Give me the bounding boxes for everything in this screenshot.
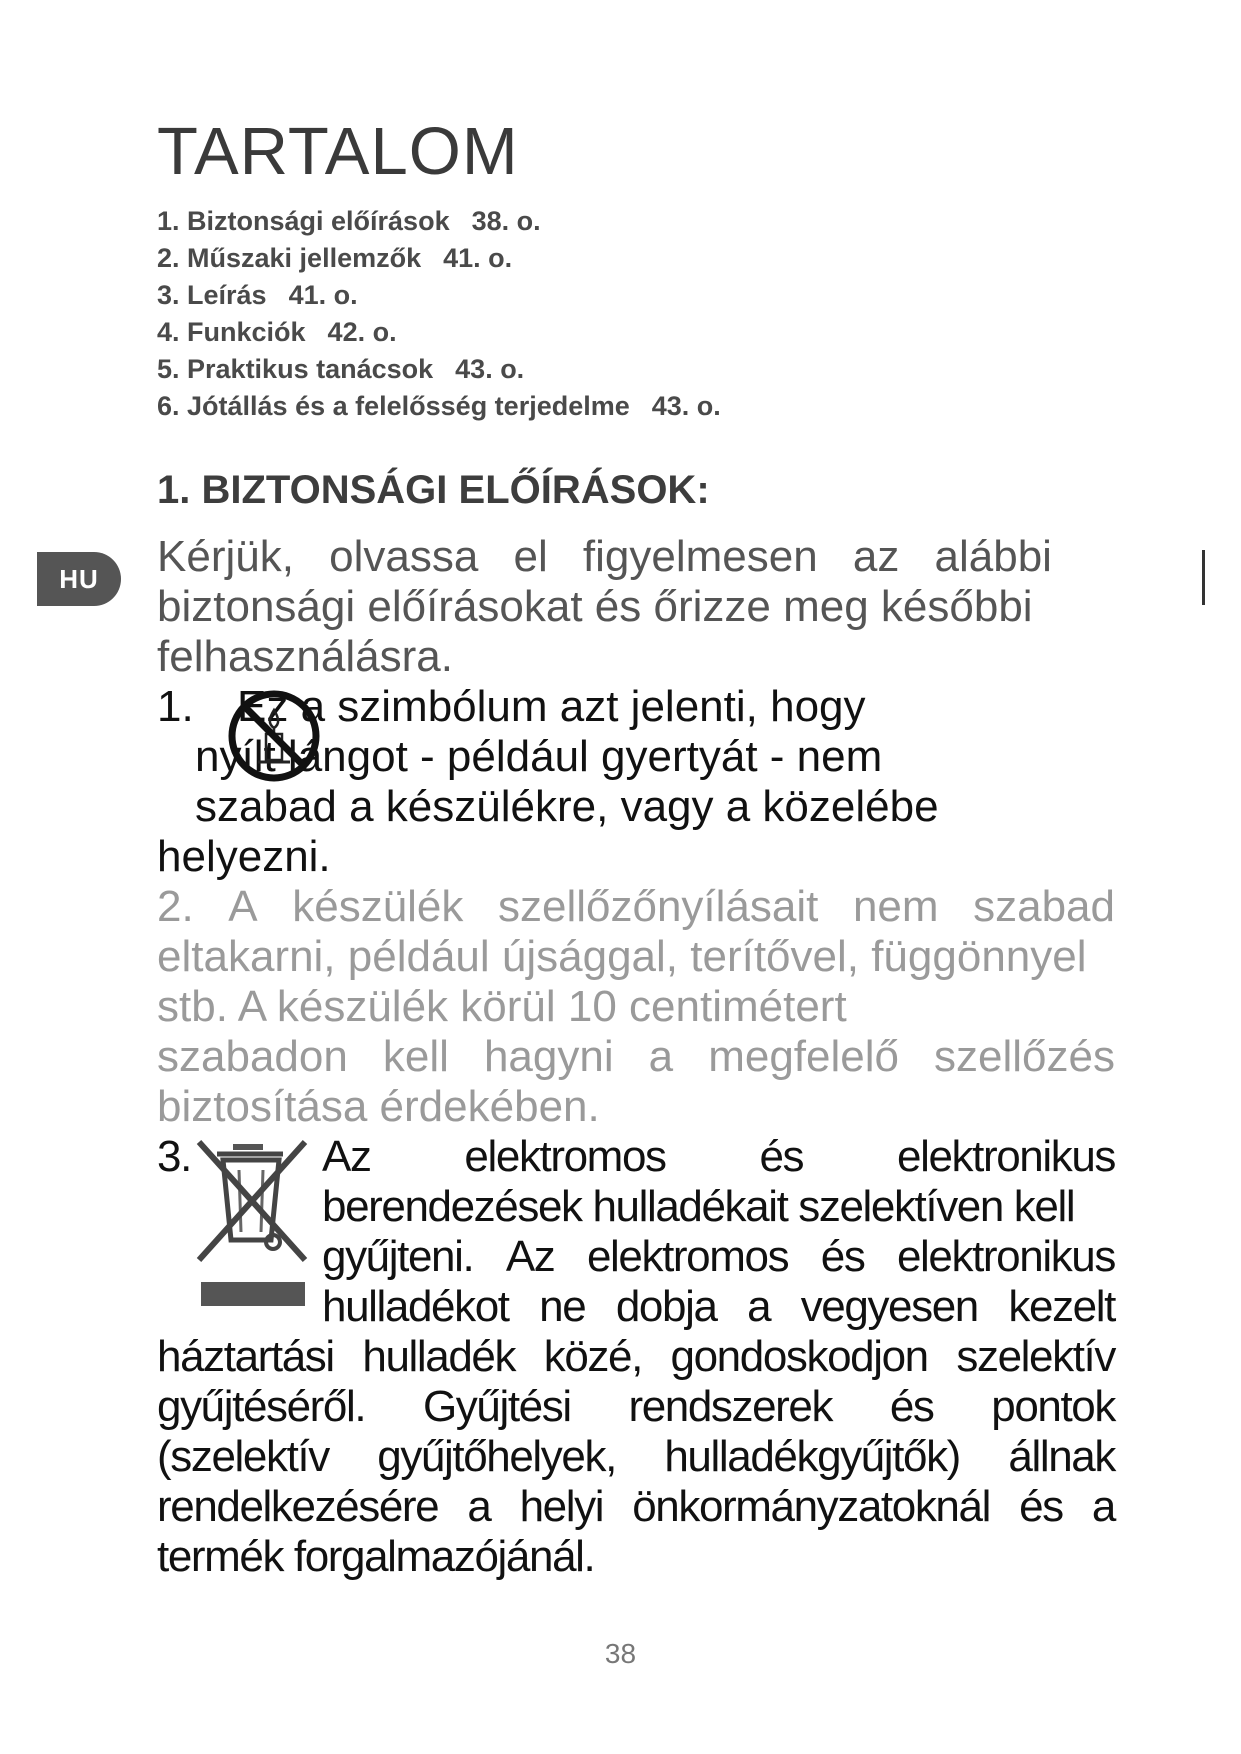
item3-line-7 bbox=[157, 1432, 1115, 1482]
toc-item-page: 41. o. bbox=[443, 243, 513, 273]
no-open-flame-icon bbox=[226, 688, 322, 784]
word: és bbox=[820, 1232, 865, 1281]
word: olvassa bbox=[329, 532, 479, 581]
word: gyűjtéséről. bbox=[157, 1382, 366, 1431]
word: állnak bbox=[1008, 1432, 1115, 1481]
word: hagyni bbox=[483, 1032, 614, 1081]
word: hulladékgyűjtők) bbox=[664, 1432, 960, 1481]
page-title: TARTALOM bbox=[157, 114, 519, 189]
word: kell bbox=[382, 1032, 449, 1081]
intro-line-3: felhasználásra. bbox=[157, 632, 453, 681]
word: szellőzőnyílásait bbox=[497, 882, 819, 931]
word: szellőzés bbox=[934, 1032, 1115, 1081]
word: Az bbox=[505, 1232, 555, 1281]
word: a bbox=[648, 1032, 674, 1081]
word: kezelt bbox=[1008, 1282, 1115, 1331]
word: hulladékot bbox=[322, 1282, 509, 1331]
item1-line-3: szabad a készülékre, vagy a közelébe bbox=[195, 782, 939, 831]
word: a bbox=[467, 1482, 491, 1531]
word: a bbox=[747, 1282, 771, 1331]
toc-item-label: 2. Műszaki jellemzők bbox=[157, 243, 422, 273]
language-tab: HU bbox=[37, 552, 121, 606]
crossed-out-wheelie-bin-icon bbox=[193, 1136, 315, 1308]
word: elektromos bbox=[464, 1132, 666, 1181]
word: önkormányzatoknál bbox=[632, 1482, 990, 1531]
word: és bbox=[1019, 1482, 1063, 1531]
word: és bbox=[889, 1382, 934, 1431]
word: gondoskodjon bbox=[670, 1332, 928, 1381]
word: készülék bbox=[292, 882, 464, 931]
word: alábbi bbox=[934, 532, 1052, 581]
page-number: 38 bbox=[604, 1638, 637, 1669]
word: Gyűjtési bbox=[422, 1382, 571, 1431]
word: az bbox=[852, 532, 900, 581]
word: Kérjük, bbox=[157, 532, 294, 581]
item2-line-2: eltakarni, például újsággal, terítővel, függönnyel bbox=[157, 932, 1087, 981]
page-edge-marker bbox=[1202, 550, 1205, 605]
toc-item bbox=[157, 351, 721, 388]
item3-line-9: termék forgalmazójánál. bbox=[157, 1532, 595, 1581]
item2-line-3: stb. A készülék körül 10 centimétert bbox=[157, 982, 847, 1031]
item3-line-1 bbox=[322, 1132, 1115, 1182]
item3-line-8 bbox=[157, 1482, 1115, 1532]
toc-item-label: 1. Biztonsági előírások bbox=[157, 206, 450, 236]
word: Az bbox=[322, 1132, 371, 1181]
word: szabad bbox=[973, 882, 1115, 931]
word: vegyesen bbox=[800, 1282, 978, 1331]
word: megfelelő bbox=[708, 1032, 899, 1081]
item1-line-2: nyílt lángot - például gyertyát - nem bbox=[195, 732, 883, 781]
word: rendszerek bbox=[628, 1382, 833, 1431]
word: A bbox=[228, 882, 258, 931]
item1-number: 1. bbox=[157, 682, 194, 731]
toc-item-page: 38. o. bbox=[471, 206, 541, 236]
toc-item bbox=[157, 277, 721, 314]
item3-line-2: berendezések hulladékait szelektíven kell bbox=[322, 1182, 1075, 1231]
word: elektronikus bbox=[896, 1232, 1115, 1281]
item1-line-4: helyezni. bbox=[157, 832, 331, 881]
word: hulladék bbox=[362, 1332, 516, 1381]
item1-line-1: Ez a szimbólum azt jelenti, hogy bbox=[237, 682, 866, 731]
intro-line-2: biztonsági előírásokat és őrizze meg későbbi bbox=[157, 582, 1033, 631]
item2-line-4 bbox=[157, 1032, 1115, 1082]
item3-line-6 bbox=[157, 1382, 1115, 1432]
word: el bbox=[513, 532, 548, 581]
item3-number: 3. bbox=[157, 1132, 191, 1181]
word: szabadon bbox=[157, 1032, 348, 1081]
toc-item-label: 4. Funkciók bbox=[157, 317, 306, 347]
toc-item-page: 41. o. bbox=[288, 280, 358, 310]
item3-line-3 bbox=[322, 1232, 1115, 1282]
toc-item bbox=[157, 388, 721, 425]
item3-line-4 bbox=[322, 1282, 1115, 1332]
toc-item-label: 3. Leírás bbox=[157, 280, 267, 310]
word: közé, bbox=[543, 1332, 642, 1381]
item3-line-5 bbox=[157, 1332, 1115, 1382]
word: pontok bbox=[991, 1382, 1115, 1431]
toc-item bbox=[157, 203, 721, 240]
item2-line-5: biztosítása érdekében. bbox=[157, 1082, 600, 1131]
toc-item-page: 42. o. bbox=[327, 317, 397, 347]
word: gyűjteni. bbox=[322, 1232, 474, 1281]
toc-item-label: 5. Praktikus tanácsok bbox=[157, 354, 434, 384]
word: 2. bbox=[157, 882, 194, 931]
item2-line-1 bbox=[157, 882, 1115, 932]
intro-line-1 bbox=[157, 532, 1052, 582]
word: helyi bbox=[519, 1482, 604, 1531]
toc-item bbox=[157, 240, 721, 277]
word: a bbox=[1091, 1482, 1115, 1531]
section-heading: 1. BIZTONSÁGI ELŐÍRÁSOK: bbox=[157, 468, 710, 512]
word: ne bbox=[539, 1282, 586, 1331]
word: figyelmesen bbox=[582, 532, 818, 581]
word: szelektív bbox=[956, 1332, 1115, 1381]
word: dobja bbox=[615, 1282, 717, 1331]
toc-item-page: 43. o. bbox=[455, 354, 525, 384]
word: háztartási bbox=[157, 1332, 334, 1381]
word: (szelektív bbox=[157, 1432, 329, 1481]
word: nem bbox=[852, 882, 939, 931]
word: elektronikus bbox=[897, 1132, 1115, 1181]
word: gyűjtőhelyek, bbox=[377, 1432, 616, 1481]
toc-item bbox=[157, 314, 721, 351]
word: és bbox=[759, 1132, 804, 1181]
table-of-contents bbox=[157, 203, 721, 425]
toc-item-label: 6. Jótállás és a felelősség terjedelme bbox=[157, 391, 630, 421]
toc-item-page: 43. o. bbox=[651, 391, 721, 421]
word: elektromos bbox=[586, 1232, 789, 1281]
word: rendelkezésére bbox=[157, 1482, 439, 1531]
